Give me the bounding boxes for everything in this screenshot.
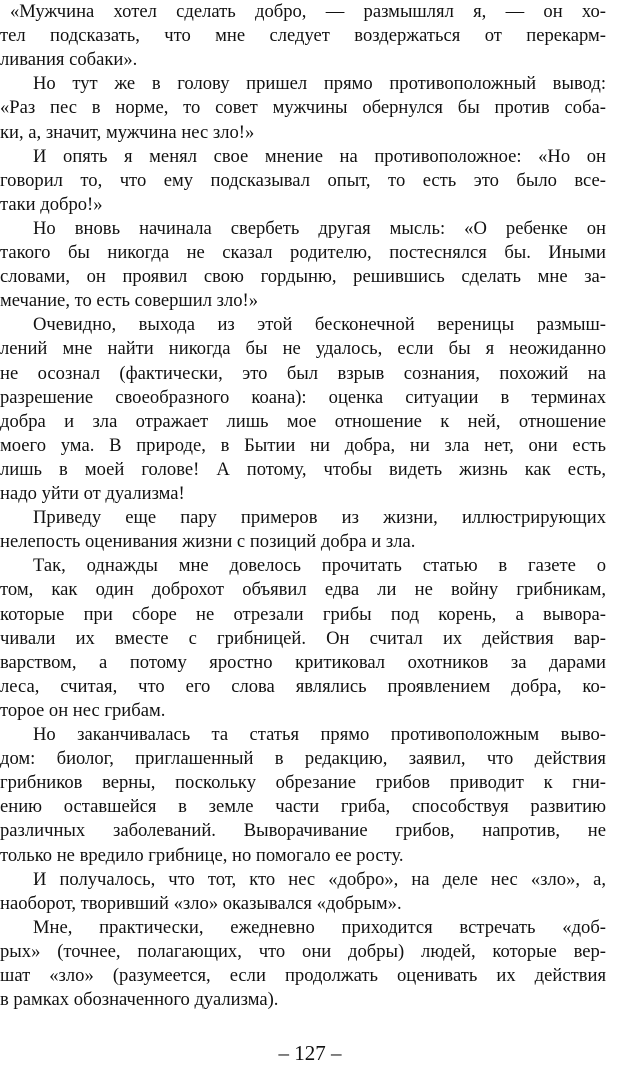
text-line: нелепость оценивания жизни с позиций добра и зла. bbox=[0, 531, 416, 553]
text-line: мечание, то есть совершил зло!» bbox=[0, 290, 259, 312]
text-line: не осознал (фактически, это был взрыв сознания, похожий на bbox=[0, 362, 606, 384]
text-line: которые при сборе не отрезали грибы под корень, а вывора- bbox=[0, 603, 606, 625]
text-line: Но тут же в голову пришел прямо противоположный вывод: bbox=[33, 73, 606, 95]
text-line: варством, а потому яростно критиковал охотников за дарами bbox=[0, 651, 606, 673]
text-line: различных заболеваний. Выворачивание грибов, напротив, не bbox=[0, 820, 606, 842]
text-line: разрешение своеобразного коана): оценка ситуации в терминах bbox=[0, 386, 606, 408]
text-line: дом: биолог, приглашенный в редакцию, заявил, что действия bbox=[0, 748, 606, 770]
text-line: только не вредило грибнице, но помогало ее росту. bbox=[0, 844, 404, 866]
text-line: Мне, практически, ежедневно приходится встречать «доб- bbox=[33, 916, 606, 938]
text-line: добра и зла отражает лишь мое отношение к ней, отношение bbox=[0, 410, 606, 432]
page-number: – 127 – bbox=[278, 1041, 342, 1065]
text-line: говорил то, что ему подсказывал опыт, то есть это было все- bbox=[0, 169, 606, 191]
text-line: И опять я менял свое мнение на противоположное: «Но он bbox=[33, 145, 606, 167]
text-line: лишь в моей голове! А потому, чтобы видеть жизнь как есть, bbox=[0, 458, 606, 480]
text-line: в рамках обозначенного дуализма). bbox=[0, 989, 279, 1011]
text-line: наоборот, творивший «зло» оказывался «добрым». bbox=[0, 892, 402, 914]
text-line: «Раз пес в норме, то совет мужчины обернулся бы против соба- bbox=[0, 97, 606, 119]
text-line: ению оставшейся в земле части гриба, способствуя развитию bbox=[0, 796, 606, 818]
text-line: Но заканчивалась та статья прямо противоположным выво- bbox=[33, 724, 606, 745]
text-line: торое он нес грибам. bbox=[0, 699, 166, 721]
text-line: таки добро!» bbox=[0, 193, 103, 215]
text-line: тел подсказать, что мне следует воздержаться от перекарм- bbox=[0, 25, 606, 47]
text-line: чивали их вместе с грибницей. Он считал их действия вар- bbox=[0, 627, 606, 649]
text-line: Приведу еще пару примеров из жизни, иллюстрирующих bbox=[33, 507, 606, 529]
text-line: рых» (точнее, полагающих, что они добры) людей, которые вер- bbox=[0, 940, 606, 962]
text-line: лений мне найти никогда бы не удалось, если бы я неожиданно bbox=[0, 338, 606, 360]
text-line: Но вновь начинала свербеть другая мысль: «О ребенке он bbox=[33, 217, 606, 239]
text-line: Так, однажды мне довелось прочитать статью в газете о bbox=[33, 555, 606, 577]
text-line: ки, а, значит, мужчина нес зло!» bbox=[0, 121, 255, 143]
text-line: том, как один доброхот объявил едва ли не войну грибникам, bbox=[0, 579, 606, 601]
text-line: И получалось, что тот, кто нес «добро», на деле нес «зло», а, bbox=[33, 868, 606, 890]
text-line: словами, он проявил свою гордыню, решившись сделать мне за- bbox=[0, 266, 606, 288]
text-line: ливания собаки». bbox=[0, 49, 138, 71]
text-line: «Мужчина хотел сделать добро, — размышлял я, — он хо- bbox=[10, 1, 606, 22]
text-line: шат «зло» (разумеется, если продолжать оценивать их действия bbox=[0, 965, 606, 986]
text-line: моего ума. В природе, в Бытии ни добра, ни зла нет, они есть bbox=[0, 434, 606, 456]
text-line: такого бы никогда не сказал родителю, постеснялся бы. Иными bbox=[0, 242, 606, 263]
text-line: леса, считая, что его слова являлись проявлением добра, ко- bbox=[0, 675, 606, 697]
text-line: надо уйти от дуализма! bbox=[0, 483, 185, 504]
text-line: грибников верны, поскольку обрезание грибов приводит к гни- bbox=[0, 772, 606, 794]
text-line: Очевидно, выхода из этой бесконечной вереницы размыш- bbox=[33, 314, 606, 336]
